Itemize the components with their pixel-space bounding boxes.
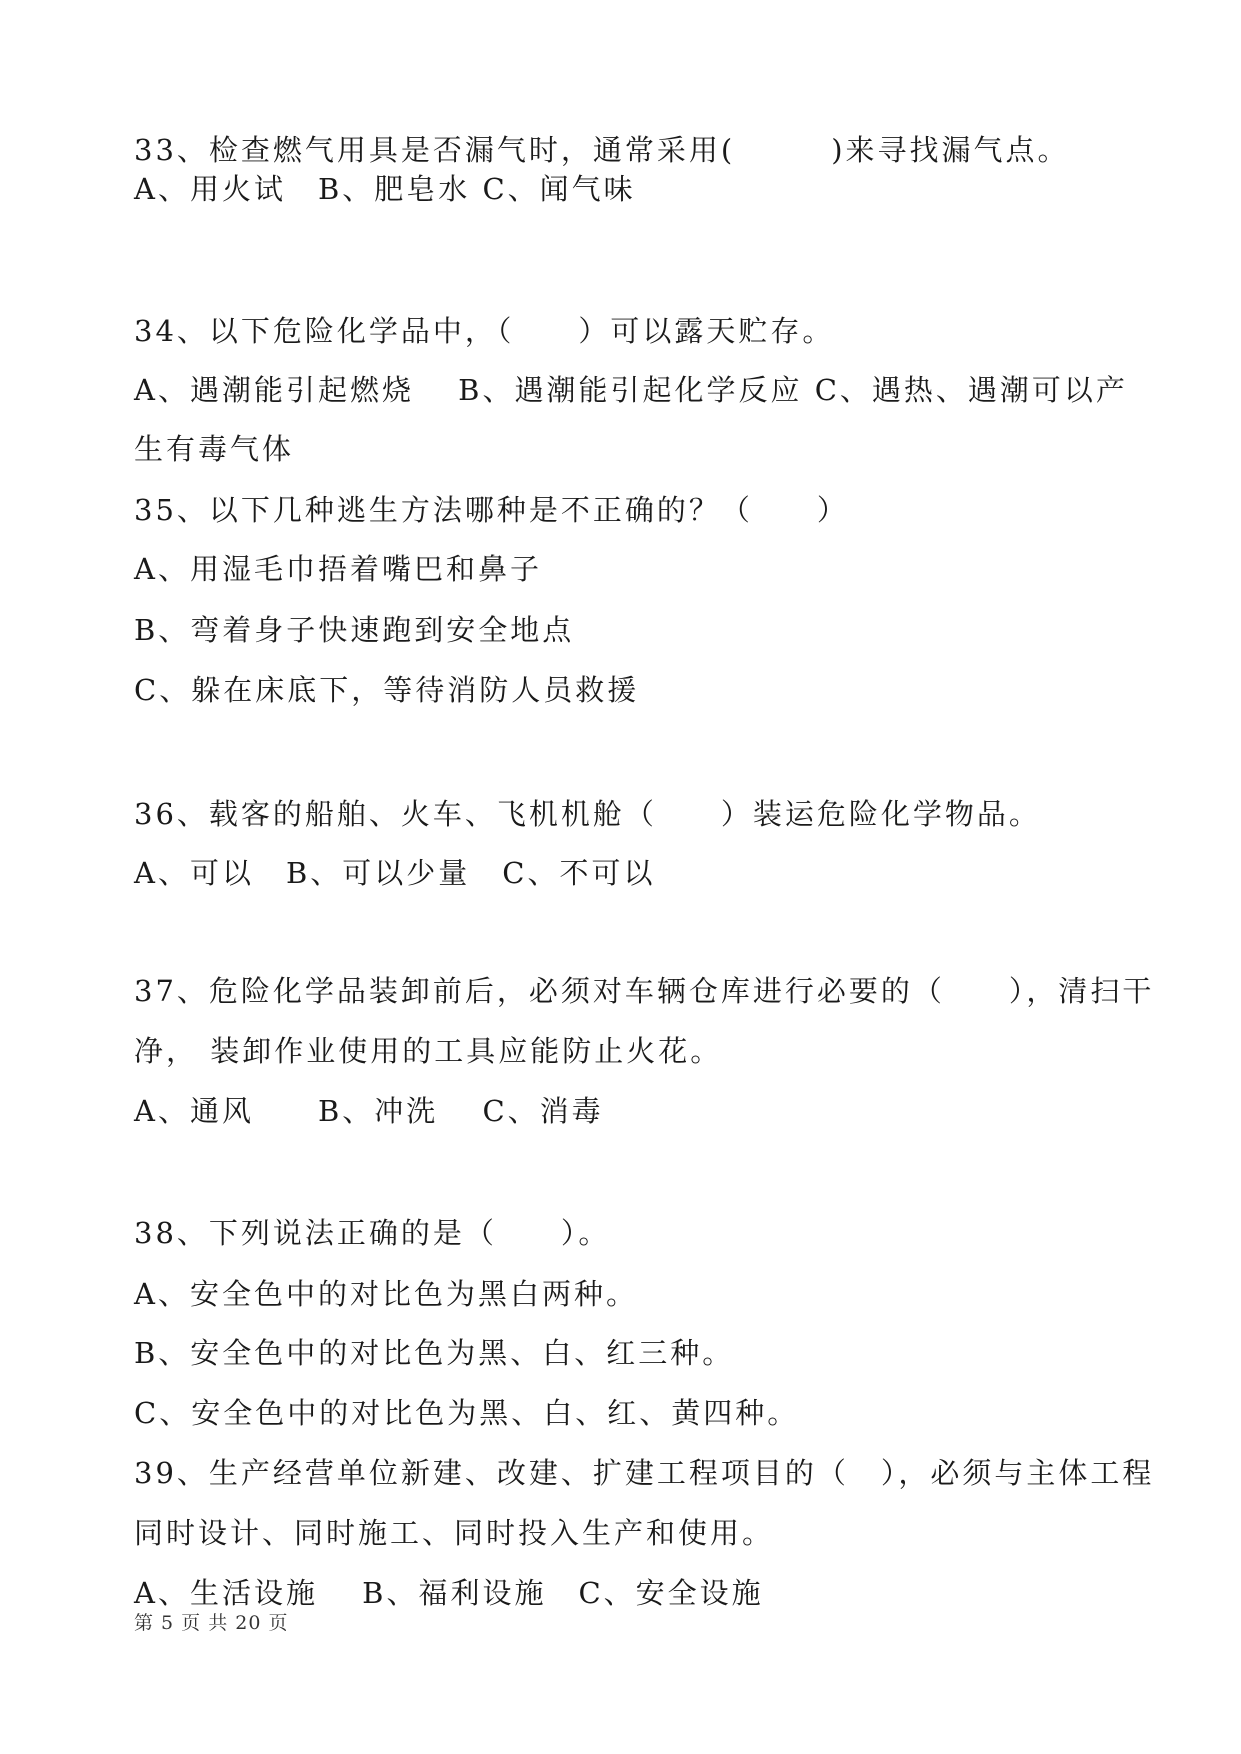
question-35-stem: 35、以下几种逃生方法哪种是不正确的？（ ） xyxy=(134,493,849,527)
question-39-stem-continued: 同时设计、同时施工、同时投入生产和使用。 xyxy=(134,1516,775,1550)
question-38-stem: 38、下列说法正确的是（ ）。 xyxy=(134,1216,611,1250)
question-35-option-b: B、弯着身子快速跑到安全地点 xyxy=(134,613,575,647)
question-39-stem: 39、生产经营单位新建、改建、扩建工程项目的（ ），必须与主体工程 xyxy=(134,1456,1155,1490)
question-33-options: A、用火试 B、肥皂水 C、闻气味 xyxy=(134,172,636,206)
question-34-stem: 34、以下危险化学品中，（ ）可以露天贮存。 xyxy=(134,314,835,348)
question-35-option-a: A、用湿毛巾捂着嘴巴和鼻子 xyxy=(134,552,542,586)
question-34-options: A、遇潮能引起燃烧 B、遇潮能引起化学反应 C、遇热、遇潮可以产 xyxy=(134,373,1128,407)
question-34-options-continued: 生有毒气体 xyxy=(134,432,295,466)
question-37-stem: 37、危险化学品装卸前后，必须对车辆仓库进行必要的（ ），清扫干 xyxy=(134,974,1155,1008)
question-37-options: A、通风 B、冲洗 C、消毒 xyxy=(134,1094,604,1128)
question-39-options: A、生活设施 B、福利设施 C、安全设施 xyxy=(134,1576,764,1610)
question-38-option-c: C、安全色中的对比色为黑、白、红、黄四种。 xyxy=(134,1396,800,1430)
question-35-option-c: C、躲在床底下，等待消防人员救援 xyxy=(134,673,640,707)
question-33-stem: 33、检查燃气用具是否漏气时，通常采用( )来寻找漏气点。 xyxy=(134,133,1070,167)
question-36-stem: 36、载客的船舶、火车、飞机机舱（ ）装运危险化学物品。 xyxy=(134,797,1041,831)
page-number-footer: 第 5 页 共 20 页 xyxy=(134,1612,289,1634)
question-37-stem-continued: 净， 装卸作业使用的工具应能防止火花。 xyxy=(134,1034,723,1068)
question-38-option-b: B、安全色中的对比色为黑、白、红三种。 xyxy=(134,1336,735,1370)
question-36-options: A、可以 B、可以少量 C、不可以 xyxy=(134,856,656,890)
question-38-option-a: A、安全色中的对比色为黑白两种。 xyxy=(134,1277,638,1311)
